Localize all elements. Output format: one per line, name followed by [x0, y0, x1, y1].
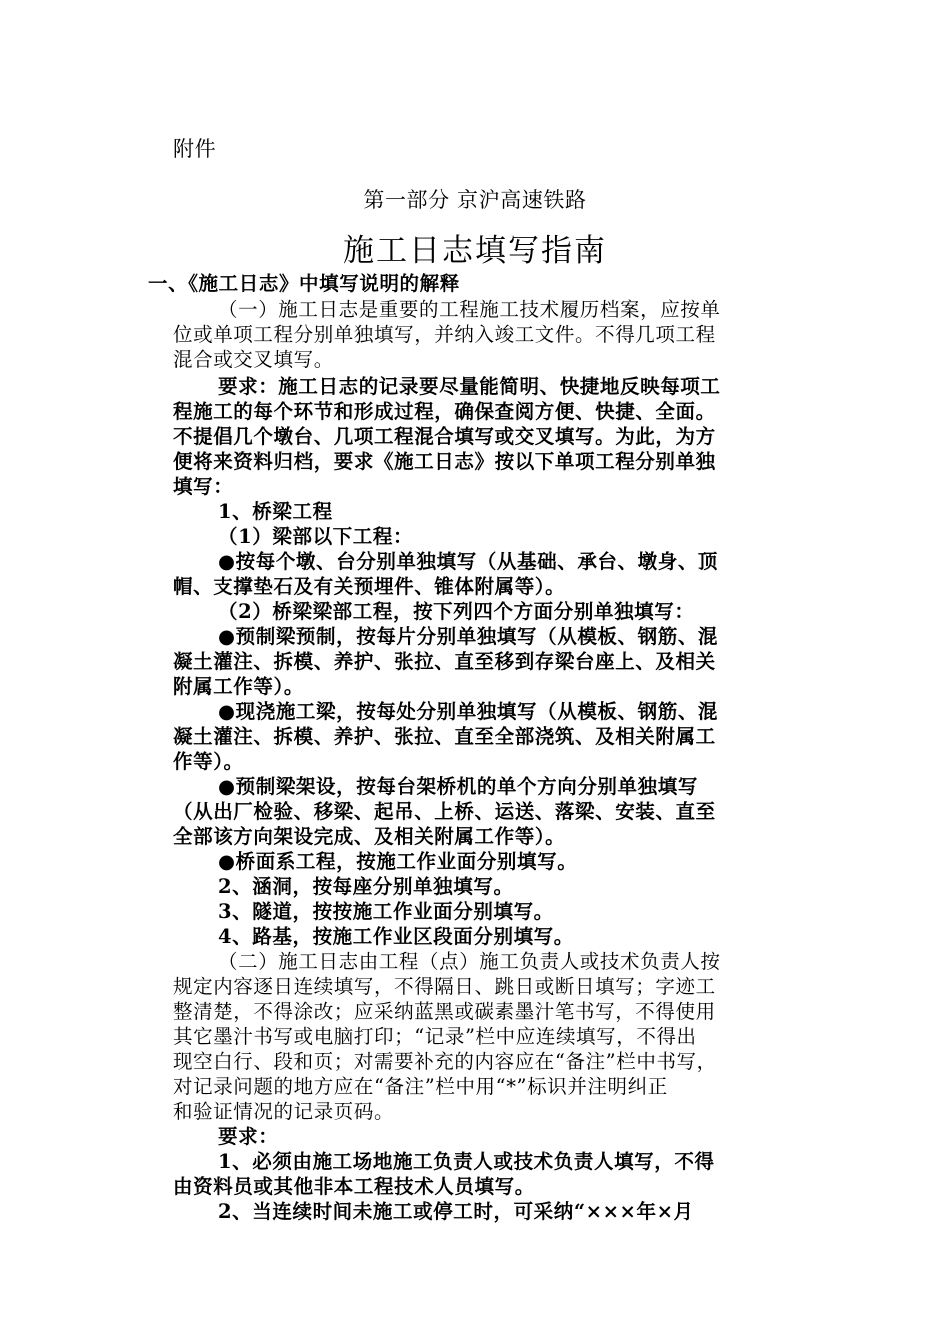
subgrade-line: 4、路基，按施工作业区段面分别填写。: [218, 925, 574, 948]
requirement-line: 便将来资料归档，要求《施工日志》按以下单项工程分别单独: [173, 450, 716, 473]
paragraph-line: 混合或交叉填写。: [173, 348, 334, 371]
bridge-sub-heading: （1）梁部以下工程：: [218, 525, 414, 548]
paragraph-line: （二）施工日志由工程（点）施工负责人或技术负责人按: [218, 950, 721, 973]
bullet-line: 作等）。: [173, 750, 244, 773]
paragraph-line: 和验证情况的记录页码。: [173, 1100, 395, 1123]
requirement-line: 不提倡几个墩台、几项工程混合填写或交叉填写。为此，为方: [173, 425, 716, 448]
part-title: 第一部分 京沪高速铁路: [363, 188, 587, 212]
paragraph-line: 对记录问题的地方应在“备注”栏中用“*”标识并注明纠正: [173, 1075, 668, 1098]
requirement-line: 由资料员或其他非本工程技术人员填写。: [173, 1175, 535, 1198]
paragraph-line: 现空白行、段和页；对需要补充的内容应在“备注”栏中书写，: [173, 1050, 717, 1073]
bullet-line: 凝土灌注、拆模、养护、张拉、直至全部浇筑、及相关附属工: [173, 725, 716, 748]
bullet-line: ●桥面系工程，按施工作业面分别填写。: [218, 850, 578, 873]
bullet-line: ●预制梁预制，按每片分别单独填写（从模板、钢筋、混: [218, 625, 719, 648]
paragraph-line: 规定内容逐日连续填写，不得隔日、跳日或断日填写；字迹工: [173, 975, 716, 998]
requirement-heading: 要求：: [218, 1125, 279, 1148]
requirement-line: 1、必须由施工场地施工负责人或技术负责人填写，不得: [218, 1150, 715, 1173]
section-heading: 一、《施工日志》中填写说明的解释: [148, 272, 460, 295]
attachment-label: 附件: [173, 137, 217, 161]
bullet-line: （从出厂检验、移梁、起吊、上桥、运送、落梁、安装、直至: [173, 800, 716, 823]
bullet-line: 全部该方向架设完成、及相关附属工作等）。: [173, 825, 566, 848]
requirement-line: 要求：施工日志的记录要尽量能简明、快捷地反映每项工: [218, 375, 721, 398]
paragraph-line: 其它墨汁书写或电脑打印；“记录”栏中应连续填写，不得出: [173, 1025, 697, 1048]
bullet-line: 凝土灌注、拆模、养护、张拉、直至移到存梁台座上、及相关: [173, 650, 716, 673]
culvert-line: 2、涵洞，按每座分别单独填写。: [218, 875, 514, 898]
paragraph-line: （一）施工日志是重要的工程施工技术履历档案，应按单: [218, 298, 721, 321]
bullet-line: 附属工作等）。: [173, 675, 304, 698]
bridge-sub-heading: （2）桥梁梁部工程，按下列四个方面分别单独填写：: [218, 600, 695, 623]
paragraph-line: 位或单项工程分别单独填写，并纳入竣工文件。不得几项工程: [173, 323, 716, 346]
paragraph-line: 整清楚，不得涂改；应采纳蓝黑或碳素墨汁笔书写，不得使用: [173, 1000, 716, 1023]
requirement-line: 填写：: [173, 475, 234, 498]
bullet-line: ●预制梁架设，按每台架桥机的单个方向分别单独填写: [218, 775, 698, 798]
bullet-line: 帽、支撑垫石及有关预埋件、锥体附属等）。: [173, 575, 566, 598]
main-title: 施工日志填写指南: [343, 233, 607, 269]
bridge-heading: 1、桥梁工程: [218, 500, 333, 523]
tunnel-line: 3、隧道，按按施工作业面分别填写。: [218, 900, 554, 923]
requirement-line: 2、当连续时间未施工或停工时，可采纳“×××年×月: [218, 1200, 694, 1223]
bullet-line: ●按每个墩、台分别单独填写（从基础、承台、墩身、顶: [218, 550, 719, 573]
requirement-line: 程施工的每个环节和形成过程，确保查阅方便、快捷、全面。: [173, 400, 716, 423]
bullet-line: ●现浇施工梁，按每处分别单独填写（从模板、钢筋、混: [218, 700, 719, 723]
